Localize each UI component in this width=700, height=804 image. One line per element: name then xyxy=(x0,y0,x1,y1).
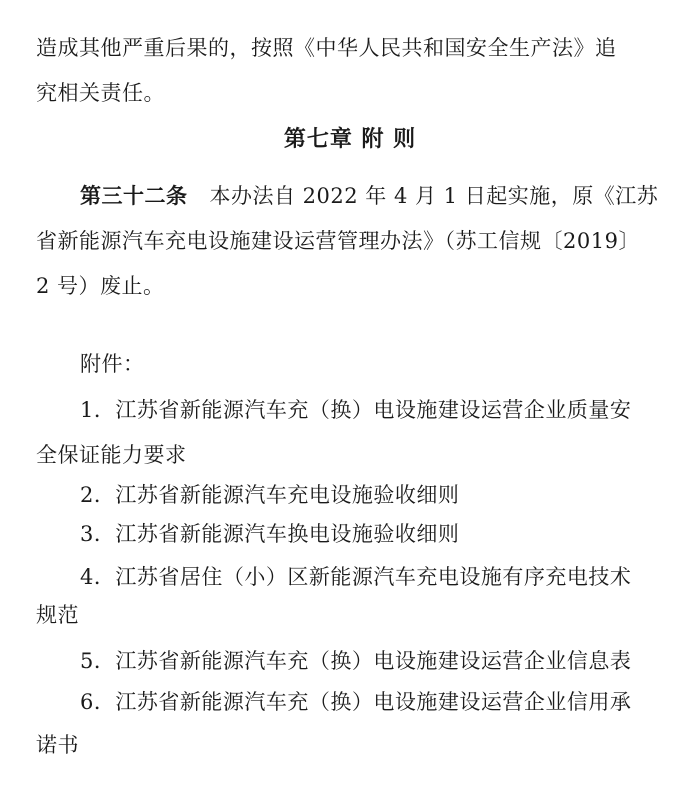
attachments-label: 附件： xyxy=(80,352,145,376)
body-text-line-1: 造成其他严重后果的，按照《中华人民共和国安全生产法》追 xyxy=(36,36,617,60)
article-32-title: 第三十二条 xyxy=(80,184,188,208)
attachment-item-1-line-2: 全保证能力要求 xyxy=(36,443,187,467)
body-text-line-2: 究相关责任。 xyxy=(36,81,165,105)
attachment-item-3: 3．江苏省新能源汽车换电设施验收细则 xyxy=(80,522,460,546)
attachment-item-6-line-2: 诺书 xyxy=(36,733,79,757)
attachment-item-1-line-1: 1．江苏省新能源汽车充（换）电设施建设运营企业质量安 xyxy=(80,398,632,422)
attachment-item-6-line-1: 6．江苏省新能源汽车充（换）电设施建设运营企业信用承 xyxy=(80,690,632,714)
attachment-item-4-line-1: 4．江苏省居住（小）区新能源汽车充电设施有序充电技术 xyxy=(80,565,632,589)
attachment-item-4-line-2: 规范 xyxy=(36,603,79,627)
article-32-line-3: 2 号）废止。 xyxy=(36,274,165,298)
article-32-text-1: 本办法自 2022 年 4 月 1 日起实施，原《江苏 xyxy=(209,184,659,208)
attachment-item-2: 2．江苏省新能源汽车充电设施验收细则 xyxy=(80,483,460,507)
article-32-line-2: 省新能源汽车充电设施建设运营管理办法》（苏工信规〔2019〕 xyxy=(36,229,640,253)
article-32-line-1 xyxy=(80,182,658,210)
attachment-item-5: 5．江苏省新能源汽车充（换）电设施建设运营企业信息表 xyxy=(80,649,632,673)
chapter-heading: 第七章 附 则 xyxy=(283,127,417,152)
